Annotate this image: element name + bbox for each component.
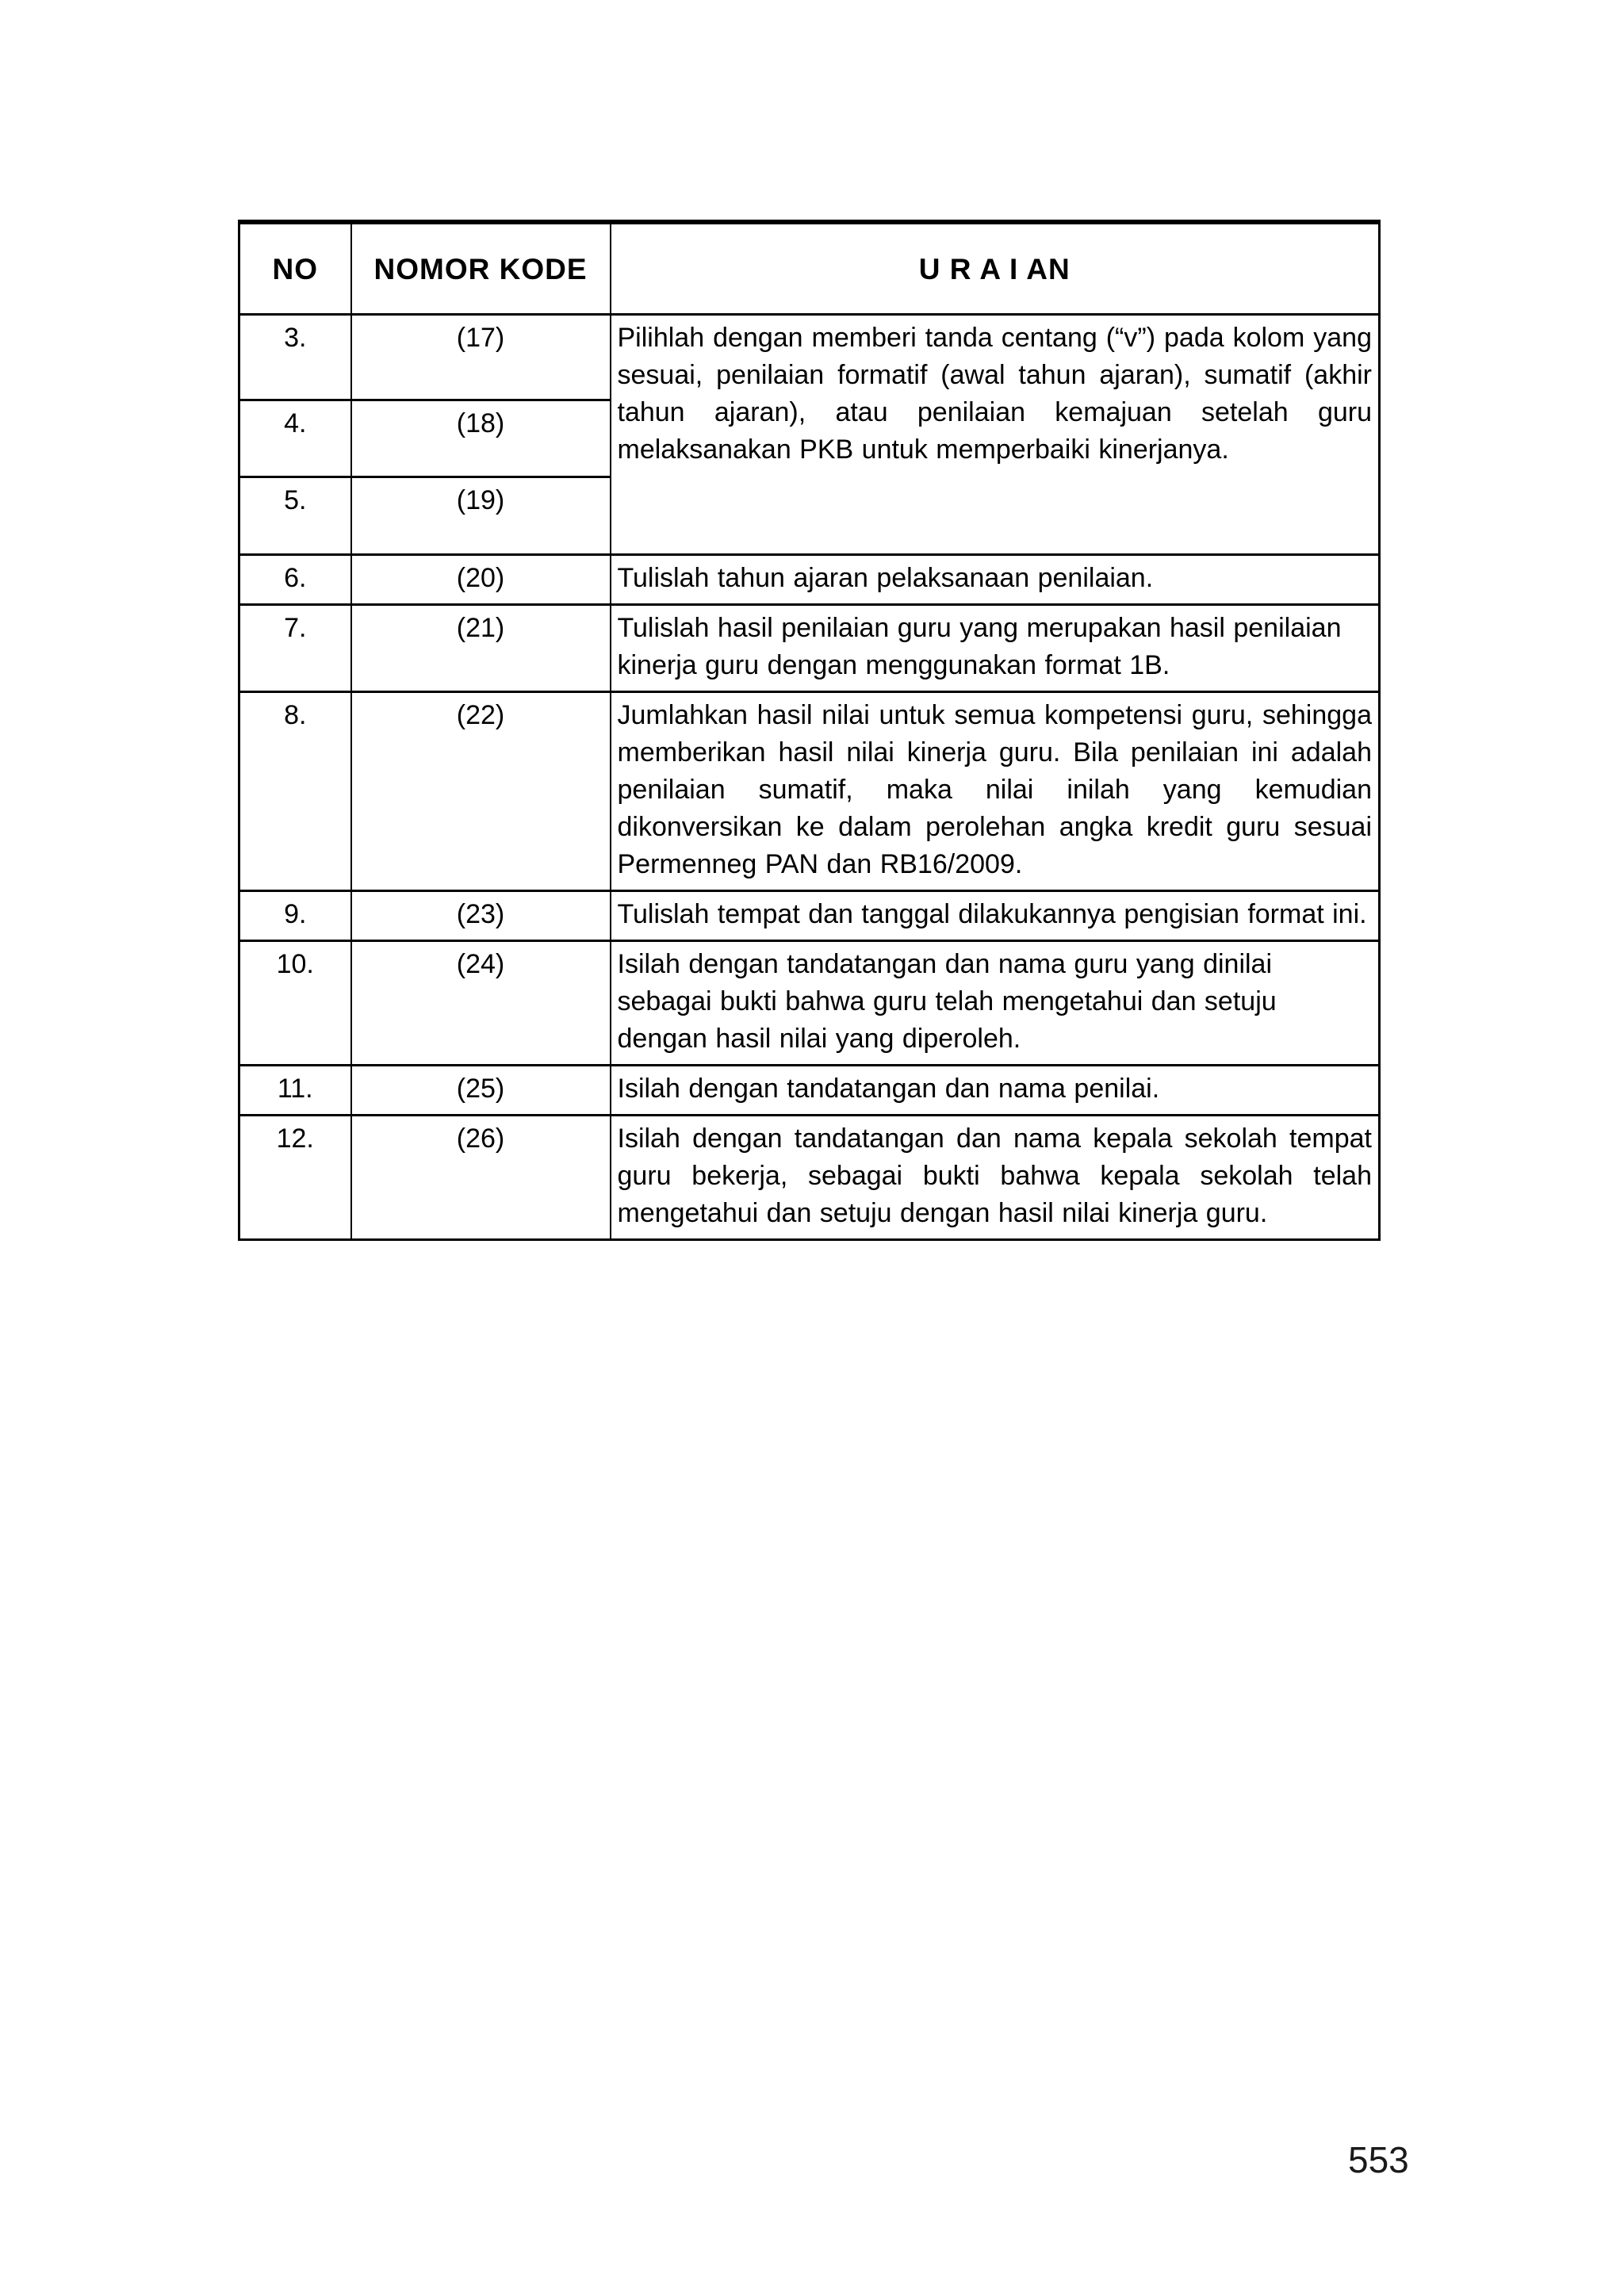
cell-uraian: Isilah dengan tandatangan dan nama guru yang dinilai sebagai bukti bahwa guru telah mengetahui dan setuju dengan hasil nilai yang diperoleh. xyxy=(611,941,1380,1066)
cell-kode: (25) xyxy=(351,1066,611,1116)
table-row xyxy=(239,692,1380,891)
cell-uraian: Tulislah tempat dan tanggal dilakukannya pengisian format ini. xyxy=(611,891,1380,941)
table-row xyxy=(239,941,1380,1066)
cell-kode: (26) xyxy=(351,1116,611,1240)
cell-kode: (19) xyxy=(351,477,611,555)
cell-no: 11. xyxy=(239,1066,351,1116)
cell-kode: (23) xyxy=(351,891,611,941)
cell-no: 9. xyxy=(239,891,351,941)
cell-kode: (17) xyxy=(351,315,611,400)
cell-kode: (21) xyxy=(351,605,611,692)
cell-uraian: Tulislah tahun ajaran pelaksanaan penilaian. xyxy=(611,555,1380,605)
cell-kode: (24) xyxy=(351,941,611,1066)
cell-no: 12. xyxy=(239,1116,351,1240)
cell-kode: (20) xyxy=(351,555,611,605)
header-uraian: U R A I AN xyxy=(611,222,1380,315)
code-description-table xyxy=(238,220,1381,1241)
cell-uraian: Isilah dengan tandatangan dan nama penilai. xyxy=(611,1066,1380,1116)
cell-no: 10. xyxy=(239,941,351,1066)
page-number: 553 xyxy=(1348,2139,1409,2180)
table-row xyxy=(239,315,1380,400)
cell-kode: (22) xyxy=(351,692,611,891)
table-row xyxy=(239,1066,1380,1116)
cell-kode: (18) xyxy=(351,400,611,477)
cell-no: 7. xyxy=(239,605,351,692)
header-nomor-kode: NOMOR KODE xyxy=(351,222,611,315)
cell-no: 3. xyxy=(239,315,351,400)
cell-no: 5. xyxy=(239,477,351,555)
cell-uraian: Tulislah hasil penilaian guru yang merupakan hasil penilaian kinerja guru dengan menggunakan format 1B. xyxy=(611,605,1380,692)
cell-uraian: Jumlahkan hasil nilai untuk semua kompetensi guru, sehingga memberikan hasil nilai kinerja guru. Bila penilaian ini adalah penilaian sumatif, maka nilai inilah yang kemudian dikonversikan ke dalam perolehan angka kredit guru sesuai Permenneg PAN dan RB16/2009. xyxy=(611,692,1380,891)
cell-no: 4. xyxy=(239,400,351,477)
table-header-row xyxy=(239,222,1380,315)
table-row xyxy=(239,605,1380,692)
cell-no: 6. xyxy=(239,555,351,605)
table-row xyxy=(239,555,1380,605)
table-row xyxy=(239,1116,1380,1240)
cell-uraian: Isilah dengan tandatangan dan nama kepala sekolah tempat guru bekerja, sebagai bukti bahwa kepala sekolah telah mengetahui dan setuju dengan hasil nilai kinerja guru. xyxy=(611,1116,1380,1240)
cell-no: 8. xyxy=(239,692,351,891)
header-no: NO xyxy=(239,222,351,315)
table-header xyxy=(239,222,1380,315)
cell-uraian-merged: Pilihlah dengan memberi tanda centang (“v”) pada kolom yang sesuai, penilaian formatif (awal tahun ajaran), sumatif (akhir tahun ajaran), atau penilaian kemajuan setelah guru melaksanakan PKB untuk memperbaiki kinerjanya. xyxy=(611,315,1380,555)
table-row xyxy=(239,891,1380,941)
